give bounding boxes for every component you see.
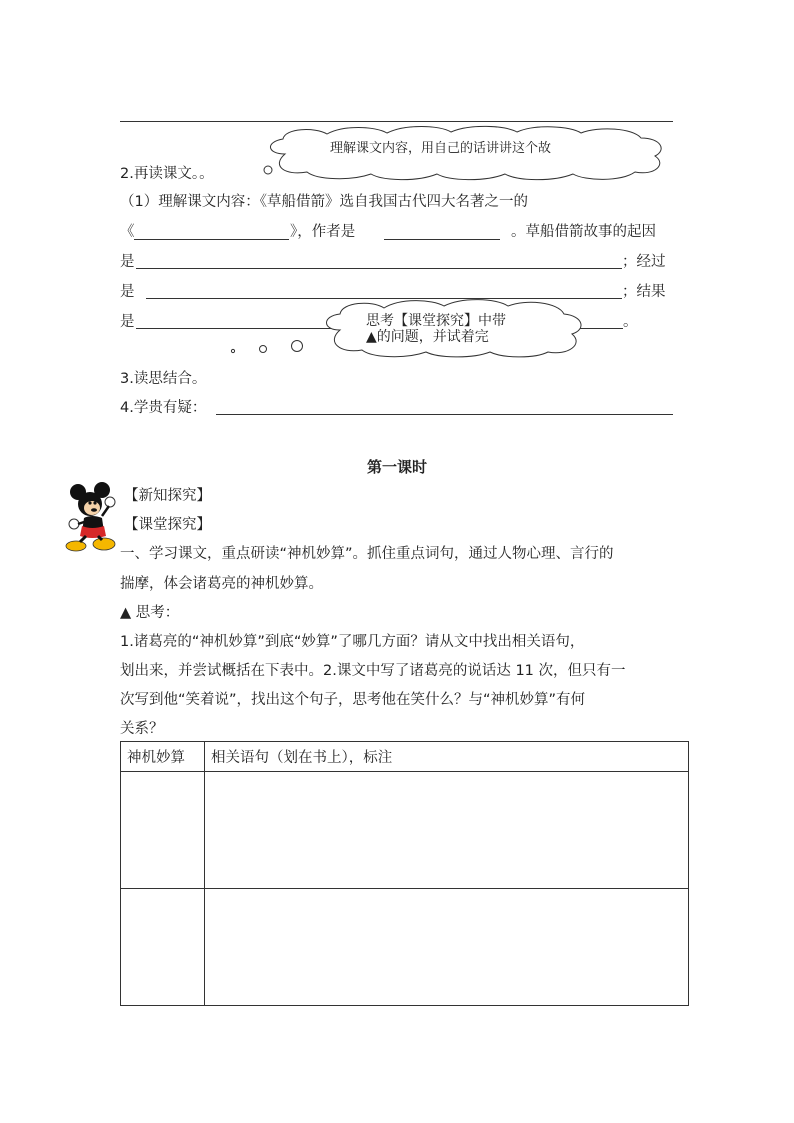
book-open-mark: 《 <box>120 224 135 240</box>
section3-title: 3.读思结合。 <box>120 371 207 387</box>
mid-cloud-line1: 思考【课堂探究】中带 <box>366 313 506 329</box>
top-rule <box>120 121 673 122</box>
question-line3: 次写到他“笑着说”，找出这个句子，思考他在笑什么？与“神机妙算”有何 <box>120 692 586 708</box>
question-blank[interactable] <box>216 414 673 415</box>
section2-title: 2.再读课文。。 <box>120 166 214 182</box>
cause-blank[interactable] <box>136 268 622 269</box>
author-blank[interactable] <box>384 239 500 240</box>
cloud-bubble-dots-top <box>245 160 275 182</box>
table-header-row <box>121 742 689 772</box>
lesson-heading: 第一课时 <box>367 458 428 476</box>
para1-line1: 一、学习课文，重点研读“神机妙算”。抓住重点词句，通过人物心理、言行的 <box>120 546 614 562</box>
para1-line2: 揣摩，体会诸葛亮的神机妙算。 <box>120 576 323 592</box>
jieguo-label: ；结果 <box>622 284 666 300</box>
table-row <box>121 889 689 1006</box>
shi-label-3: 是 <box>120 314 135 330</box>
section4-label: 4.学贵有疑： <box>120 400 207 416</box>
cause-lead-text: 。草船借箭故事的起因 <box>511 224 656 240</box>
book-name-blank[interactable] <box>134 239 289 240</box>
mickey-mascot-icon <box>62 482 124 554</box>
xinzhi-heading: 【新知探究】 <box>124 488 211 504</box>
shi-label-2: 是 <box>120 284 135 300</box>
question-line1: 1.诸葛亮的“神机妙算”到底“妙算”了哪几方面？请从文中找出相关语句， <box>120 634 585 650</box>
think-label: ▲ 思考： <box>120 605 180 621</box>
table-cell-answer[interactable] <box>121 772 205 889</box>
book-close-author-label: 》，作者是 <box>290 224 356 240</box>
analysis-table <box>120 741 689 1006</box>
question-line4: 关系？ <box>120 721 164 737</box>
table-header-col1: 神机妙算 <box>121 742 205 772</box>
jingguo-label: ；经过 <box>622 254 666 270</box>
section2-sub1: （1）理解课文内容：《草船借箭》选自我国古代四大名著之一的 <box>120 194 528 210</box>
question-line2: 划出来，并尝试概括在下表中。2.课文中写了诸葛亮的说话达 11 次，但只有一 <box>120 663 626 679</box>
end-mark: 。 <box>623 314 638 330</box>
table-cell-answer[interactable] <box>121 889 205 1006</box>
table-header-col2: 相关语句（划在书上），标注 <box>205 742 689 772</box>
top-cloud-text: 理解课文内容，用自己的话讲讲这个故 <box>330 141 552 156</box>
table-row <box>121 772 689 889</box>
ketang-heading: 【课堂探究】 <box>124 517 211 533</box>
cloud-bubble-dots-middle <box>225 336 309 358</box>
mid-cloud-line2: ▲的问题，并试着完 <box>366 329 489 345</box>
table-cell-sentence[interactable] <box>205 772 689 889</box>
table-cell-sentence[interactable] <box>205 889 689 1006</box>
shi-label-1: 是 <box>120 254 135 270</box>
